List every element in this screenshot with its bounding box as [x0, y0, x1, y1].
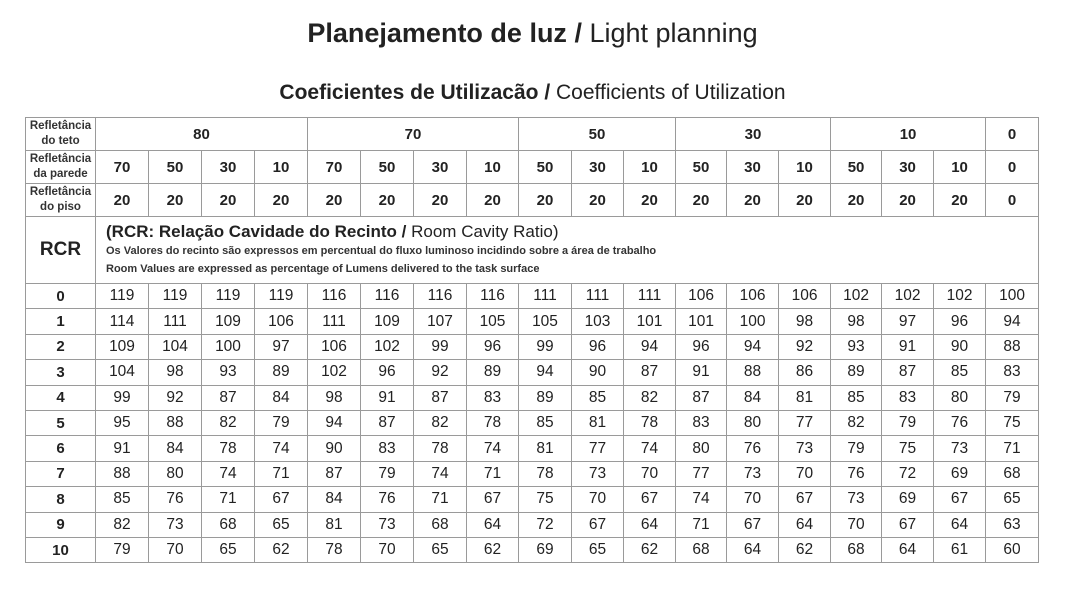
coefficient-cell: 119 [149, 284, 202, 309]
wall-label: Refletância da parede [26, 151, 96, 184]
coefficient-cell: 73 [361, 512, 414, 537]
coefficient-cell: 64 [882, 537, 934, 562]
floor-reflectance-cell: 20 [882, 184, 934, 217]
rcr-value: 7 [26, 461, 96, 486]
coefficients-table [25, 117, 1039, 563]
rcr-heading: RCR [26, 217, 96, 284]
coefficient-cell: 67 [467, 487, 519, 512]
coefficient-cell: 80 [934, 385, 986, 410]
rcr-value: 5 [26, 410, 96, 435]
table-subtitle-separator: / [538, 81, 557, 104]
coefficient-cell: 76 [831, 461, 882, 486]
coefficient-cell: 78 [202, 436, 255, 461]
coefficient-cell: 70 [831, 512, 882, 537]
coefficient-cell: 65 [202, 537, 255, 562]
floor-reflectance-cell: 20 [96, 184, 149, 217]
coefficient-cell: 105 [519, 309, 572, 334]
coefficient-cell: 62 [255, 537, 308, 562]
coefficient-cell: 77 [676, 461, 727, 486]
coefficient-cell: 102 [308, 360, 361, 385]
coefficient-cell: 73 [149, 512, 202, 537]
coefficient-cell: 109 [202, 309, 255, 334]
coefficient-cell: 71 [255, 461, 308, 486]
coefficient-cell: 109 [96, 334, 149, 359]
coefficient-cell: 73 [779, 436, 831, 461]
coefficient-cell: 64 [779, 512, 831, 537]
coefficient-cell: 100 [202, 334, 255, 359]
coefficient-cell: 119 [202, 284, 255, 309]
coefficient-cell: 79 [361, 461, 414, 486]
coefficient-cell: 104 [149, 334, 202, 359]
coefficient-cell: 102 [831, 284, 882, 309]
coefficient-cell: 71 [676, 512, 727, 537]
floor-label: Refletância do piso [26, 184, 96, 217]
wall-reflectance-cell: 0 [986, 151, 1039, 184]
coefficient-cell: 100 [727, 309, 779, 334]
coefficient-cell: 81 [779, 385, 831, 410]
coefficient-cell: 84 [727, 385, 779, 410]
coefficient-cell: 88 [149, 410, 202, 435]
coefficient-cell: 83 [986, 360, 1039, 385]
coefficient-cell: 70 [572, 487, 624, 512]
coefficient-cell: 85 [934, 360, 986, 385]
ceiling-group-50: 50 [519, 118, 676, 151]
page-title-en: Light planning [589, 18, 758, 48]
coefficient-cell: 71 [986, 436, 1039, 461]
coefficient-cell: 84 [308, 487, 361, 512]
floor-reflectance-cell: 20 [414, 184, 467, 217]
coefficient-cell: 93 [202, 360, 255, 385]
wall-reflectance-cell: 10 [779, 151, 831, 184]
coefficient-cell: 87 [414, 385, 467, 410]
coefficient-cell: 72 [882, 461, 934, 486]
coefficient-cell: 102 [361, 334, 414, 359]
coefficient-cell: 62 [467, 537, 519, 562]
coefficient-cell: 67 [727, 512, 779, 537]
coefficient-cell: 70 [727, 487, 779, 512]
coefficient-cell: 91 [882, 334, 934, 359]
coefficient-cell: 67 [779, 487, 831, 512]
rcr-note-en: Room Values are expressed as percentage of Lumens delivered to the task surface [106, 263, 540, 275]
floor-reflectance-cell: 20 [831, 184, 882, 217]
coefficient-cell: 80 [676, 436, 727, 461]
coefficient-cell: 95 [96, 410, 149, 435]
coefficient-cell: 62 [624, 537, 676, 562]
rcr-value: 3 [26, 360, 96, 385]
coefficient-cell: 111 [308, 309, 361, 334]
coefficient-cell: 72 [519, 512, 572, 537]
coefficient-cell: 102 [882, 284, 934, 309]
coefficient-cell: 78 [624, 410, 676, 435]
coefficient-cell: 74 [414, 461, 467, 486]
floor-reflectance-cell: 20 [624, 184, 676, 217]
wall-reflectance-cell: 30 [414, 151, 467, 184]
coefficient-cell: 82 [96, 512, 149, 537]
coefficient-cell: 73 [727, 461, 779, 486]
coefficient-cell: 83 [467, 385, 519, 410]
coefficient-cell: 81 [308, 512, 361, 537]
coefficient-cell: 119 [255, 284, 308, 309]
coefficient-cell: 82 [831, 410, 882, 435]
coefficient-cell: 79 [831, 436, 882, 461]
coefficient-cell: 71 [467, 461, 519, 486]
coefficient-cell: 65 [986, 487, 1039, 512]
coefficient-cell: 91 [96, 436, 149, 461]
rcr-value: 1 [26, 309, 96, 334]
rcr-value: 9 [26, 512, 96, 537]
coefficient-cell: 89 [467, 360, 519, 385]
coefficient-cell: 77 [779, 410, 831, 435]
coefficient-cell: 82 [202, 410, 255, 435]
coefficient-cell: 78 [467, 410, 519, 435]
coefficient-cell: 114 [96, 309, 149, 334]
coefficient-cell: 68 [831, 537, 882, 562]
rcr-title-pt: (RCR: Relação Cavidade do Recinto [106, 222, 397, 241]
floor-reflectance-cell: 20 [149, 184, 202, 217]
coefficient-cell: 62 [779, 537, 831, 562]
coefficient-cell: 111 [519, 284, 572, 309]
rcr-value: 0 [26, 284, 96, 309]
ceiling-group-30: 30 [676, 118, 831, 151]
rcr-title-en: Room Cavity Ratio) [411, 222, 559, 241]
rcr-value: 10 [26, 537, 96, 562]
coefficient-cell: 73 [831, 487, 882, 512]
table-subtitle-en: Coefficients of Utilization [556, 81, 786, 104]
coefficient-cell: 82 [624, 385, 676, 410]
coefficient-cell: 94 [519, 360, 572, 385]
coefficient-cell: 91 [361, 385, 414, 410]
wall-row [26, 151, 1039, 184]
coefficient-cell: 82 [414, 410, 467, 435]
coefficient-cell: 94 [727, 334, 779, 359]
rcr-note-pt: Os Valores do recinto são expressos em percentual do fluxo luminoso incidindo sobre a área de trabalho [106, 245, 657, 257]
coefficient-cell: 106 [255, 309, 308, 334]
floor-reflectance-cell: 20 [255, 184, 308, 217]
coefficient-cell: 84 [255, 385, 308, 410]
rcr-title [106, 222, 1038, 242]
coefficient-cell: 119 [96, 284, 149, 309]
coefficient-cell: 116 [414, 284, 467, 309]
coefficient-cell: 67 [255, 487, 308, 512]
coefficient-cell: 96 [934, 309, 986, 334]
coefficient-cell: 100 [986, 284, 1039, 309]
coefficient-cell: 111 [149, 309, 202, 334]
coefficient-cell: 88 [986, 334, 1039, 359]
coefficient-cell: 80 [149, 461, 202, 486]
coefficient-cell: 67 [934, 487, 986, 512]
coefficient-cell: 76 [361, 487, 414, 512]
coefficient-cell: 86 [779, 360, 831, 385]
ceiling-group-0: 0 [986, 118, 1039, 151]
coefficient-cell: 98 [308, 385, 361, 410]
coefficient-cell: 99 [414, 334, 467, 359]
coefficient-cell: 68 [986, 461, 1039, 486]
rcr-value: 6 [26, 436, 96, 461]
floor-reflectance-cell: 20 [779, 184, 831, 217]
floor-reflectance-cell: 20 [361, 184, 414, 217]
coefficient-cell: 64 [467, 512, 519, 537]
coefficient-cell: 87 [882, 360, 934, 385]
floor-reflectance-cell: 20 [519, 184, 572, 217]
coefficient-cell: 64 [624, 512, 676, 537]
coefficient-cell: 79 [986, 385, 1039, 410]
coefficient-cell: 90 [934, 334, 986, 359]
coefficient-cell: 79 [96, 537, 149, 562]
coefficient-cell: 88 [96, 461, 149, 486]
table-row [26, 410, 1039, 435]
coefficient-cell: 61 [934, 537, 986, 562]
coefficient-cell: 64 [727, 537, 779, 562]
coefficient-cell: 84 [149, 436, 202, 461]
coefficient-cell: 67 [572, 512, 624, 537]
coefficient-cell: 94 [308, 410, 361, 435]
coefficient-cell: 89 [255, 360, 308, 385]
coefficient-cell: 76 [149, 487, 202, 512]
rcr-value: 8 [26, 487, 96, 512]
table-row [26, 334, 1039, 359]
coefficient-cell: 83 [882, 385, 934, 410]
coefficient-cell: 73 [572, 461, 624, 486]
coefficient-cell: 98 [149, 360, 202, 385]
floor-reflectance-cell: 20 [727, 184, 779, 217]
ceiling-group-80: 80 [96, 118, 308, 151]
coefficient-cell: 65 [414, 537, 467, 562]
coefficient-cell: 111 [572, 284, 624, 309]
coefficient-cell: 76 [934, 410, 986, 435]
ceiling-group-10: 10 [831, 118, 986, 151]
coefficient-cell: 68 [414, 512, 467, 537]
wall-reflectance-cell: 70 [308, 151, 361, 184]
coefficient-cell: 79 [882, 410, 934, 435]
coefficient-cell: 87 [624, 360, 676, 385]
coefficient-cell: 74 [676, 487, 727, 512]
rcr-info-row [26, 217, 1039, 284]
coefficient-cell: 91 [676, 360, 727, 385]
floor-reflectance-cell: 20 [572, 184, 624, 217]
coefficient-cell: 106 [727, 284, 779, 309]
coefficient-cell: 101 [676, 309, 727, 334]
coefficient-cell: 90 [308, 436, 361, 461]
wall-reflectance-cell: 50 [519, 151, 572, 184]
coefficient-cell: 68 [676, 537, 727, 562]
coefficient-cell: 92 [149, 385, 202, 410]
table-subtitle [0, 80, 1065, 106]
wall-reflectance-cell: 50 [676, 151, 727, 184]
page-title-pt: Planejamento de luz [307, 18, 567, 48]
coefficient-cell: 87 [202, 385, 255, 410]
table-row [26, 284, 1039, 309]
rcr-title-separator: / [396, 222, 412, 241]
coefficient-cell: 78 [519, 461, 572, 486]
coefficient-cell: 90 [572, 360, 624, 385]
wall-reflectance-cell: 30 [202, 151, 255, 184]
table-row [26, 487, 1039, 512]
coefficient-cell: 74 [202, 461, 255, 486]
coefficient-cell: 74 [255, 436, 308, 461]
coefficient-cell: 92 [779, 334, 831, 359]
ceiling-row [26, 118, 1039, 151]
coefficient-cell: 76 [727, 436, 779, 461]
coefficient-cell: 106 [779, 284, 831, 309]
coefficient-cell: 65 [572, 537, 624, 562]
coefficient-cell: 88 [727, 360, 779, 385]
coefficient-cell: 109 [361, 309, 414, 334]
table-row [26, 436, 1039, 461]
table-body [26, 118, 1039, 563]
coefficient-cell: 70 [149, 537, 202, 562]
table-row [26, 512, 1039, 537]
table-subtitle-pt: Coeficientes de Utilizacão [279, 81, 539, 104]
floor-reflectance-cell: 20 [308, 184, 361, 217]
coefficient-cell: 83 [676, 410, 727, 435]
coefficient-cell: 116 [467, 284, 519, 309]
rcr-value: 2 [26, 334, 96, 359]
coefficient-cell: 104 [96, 360, 149, 385]
coefficient-cell: 78 [308, 537, 361, 562]
coefficient-cell: 96 [467, 334, 519, 359]
coefficient-cell: 98 [779, 309, 831, 334]
floor-row [26, 184, 1039, 217]
coefficient-cell: 98 [831, 309, 882, 334]
coefficient-cell: 60 [986, 537, 1039, 562]
coefficient-cell: 69 [882, 487, 934, 512]
rcr-value: 4 [26, 385, 96, 410]
coefficient-cell: 102 [934, 284, 986, 309]
coefficient-cell: 81 [519, 436, 572, 461]
coefficient-cell: 99 [96, 385, 149, 410]
page-title-separator: / [566, 18, 590, 48]
wall-reflectance-cell: 10 [624, 151, 676, 184]
floor-reflectance-cell: 20 [934, 184, 986, 217]
coefficient-cell: 75 [519, 487, 572, 512]
coefficient-cell: 77 [572, 436, 624, 461]
coefficient-cell: 71 [414, 487, 467, 512]
coefficient-cell: 116 [361, 284, 414, 309]
wall-reflectance-cell: 70 [96, 151, 149, 184]
coefficient-cell: 92 [414, 360, 467, 385]
coefficient-cell: 106 [676, 284, 727, 309]
ceiling-group-70: 70 [308, 118, 519, 151]
wall-reflectance-cell: 10 [467, 151, 519, 184]
coefficient-cell: 70 [624, 461, 676, 486]
wall-reflectance-cell: 50 [831, 151, 882, 184]
coefficient-cell: 74 [624, 436, 676, 461]
coefficient-cell: 94 [624, 334, 676, 359]
coefficient-cell: 85 [831, 385, 882, 410]
coefficient-cell: 65 [255, 512, 308, 537]
coefficient-cell: 68 [202, 512, 255, 537]
page-title [0, 17, 1065, 49]
coefficient-cell: 89 [519, 385, 572, 410]
coefficient-cell: 85 [519, 410, 572, 435]
wall-reflectance-cell: 10 [934, 151, 986, 184]
coefficient-cell: 74 [467, 436, 519, 461]
table-row [26, 309, 1039, 334]
coefficient-cell: 64 [934, 512, 986, 537]
coefficient-cell: 96 [572, 334, 624, 359]
coefficient-cell: 87 [308, 461, 361, 486]
wall-reflectance-cell: 10 [255, 151, 308, 184]
coefficient-cell: 78 [414, 436, 467, 461]
coefficient-cell: 107 [414, 309, 467, 334]
coefficient-cell: 67 [882, 512, 934, 537]
coefficient-cell: 101 [624, 309, 676, 334]
floor-reflectance-cell: 20 [676, 184, 727, 217]
coefficient-cell: 75 [882, 436, 934, 461]
coefficient-cell: 106 [308, 334, 361, 359]
coefficient-cell: 73 [934, 436, 986, 461]
coefficient-cell: 85 [96, 487, 149, 512]
coefficient-cell: 69 [519, 537, 572, 562]
coefficient-cell: 103 [572, 309, 624, 334]
wall-reflectance-cell: 30 [572, 151, 624, 184]
wall-reflectance-cell: 50 [149, 151, 202, 184]
coefficient-cell: 93 [831, 334, 882, 359]
floor-reflectance-cell: 0 [986, 184, 1039, 217]
coefficient-cell: 70 [361, 537, 414, 562]
wall-reflectance-cell: 30 [882, 151, 934, 184]
coefficient-cell: 116 [308, 284, 361, 309]
coefficient-cell: 97 [882, 309, 934, 334]
coefficient-cell: 70 [779, 461, 831, 486]
coefficient-cell: 89 [831, 360, 882, 385]
coefficient-cell: 67 [624, 487, 676, 512]
table-row [26, 537, 1039, 562]
coefficient-cell: 99 [519, 334, 572, 359]
rcr-description [96, 217, 1039, 284]
floor-reflectance-cell: 20 [202, 184, 255, 217]
coefficient-cell: 97 [255, 334, 308, 359]
coefficient-cell: 96 [361, 360, 414, 385]
coefficient-cell: 111 [624, 284, 676, 309]
coefficient-cell: 75 [986, 410, 1039, 435]
coefficient-cell: 96 [676, 334, 727, 359]
coefficient-cell: 85 [572, 385, 624, 410]
coefficient-cell: 87 [676, 385, 727, 410]
table-row [26, 461, 1039, 486]
coefficient-cell: 71 [202, 487, 255, 512]
coefficient-cell: 81 [572, 410, 624, 435]
coefficient-cell: 69 [934, 461, 986, 486]
floor-reflectance-cell: 20 [467, 184, 519, 217]
table-row [26, 360, 1039, 385]
ceiling-label: Refletância do teto [26, 118, 96, 151]
table-row [26, 385, 1039, 410]
wall-reflectance-cell: 50 [361, 151, 414, 184]
wall-reflectance-cell: 30 [727, 151, 779, 184]
coefficient-cell: 79 [255, 410, 308, 435]
coefficient-cell: 63 [986, 512, 1039, 537]
coefficient-cell: 83 [361, 436, 414, 461]
coefficient-cell: 105 [467, 309, 519, 334]
coefficient-cell: 94 [986, 309, 1039, 334]
coefficient-cell: 80 [727, 410, 779, 435]
coefficient-cell: 87 [361, 410, 414, 435]
